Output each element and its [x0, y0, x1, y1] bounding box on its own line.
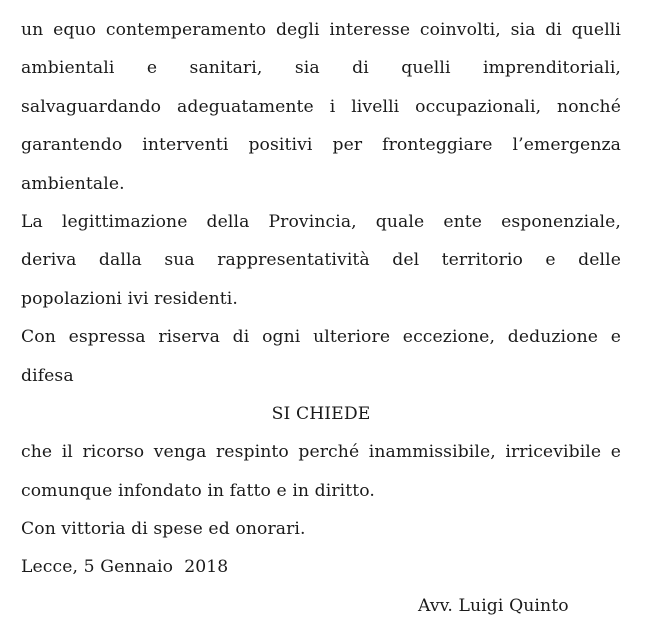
document-page [21, 11, 621, 625]
signature: Avv. Luigi Quinto [418, 595, 569, 616]
body-text-line: ambientali e sanitari, sia di quelli imprenditoriali, [21, 58, 621, 79]
body-text-line: deriva dalla sua rappresentatività del territorio e delle [21, 250, 621, 271]
place-date: Lecce, 5 Gennaio 2018 [21, 557, 229, 578]
body-text-line: La legittimazione della Provincia, quale ente esponenziale, [21, 211, 621, 232]
body-text-line: salvaguardando adeguatamente i livelli occupazionali, nonché [21, 96, 621, 117]
body-text-line: popolazioni ivi residenti. [21, 288, 238, 309]
body-text-line: un equo contemperamento degli interesse coinvolti, sia di quelli [21, 20, 621, 40]
body-text-line: comunque infondato in fatto e in diritto. [21, 480, 375, 501]
body-text-line: ambientale. [21, 173, 125, 194]
section-heading: SI CHIEDE [271, 403, 371, 424]
body-text-line: Con espressa riserva di ogni ulteriore eccezione, deduzione e [21, 327, 621, 348]
body-text-line: che il ricorso venga respinto perché inammissibile, irricevibile e [21, 442, 621, 463]
costs-line: Con vittoria di spese ed onorari. [21, 519, 306, 540]
body-text-line: garantendo interventi positivi per fronteggiare l’emergenza [21, 135, 621, 156]
body-text-line: difesa [21, 365, 74, 386]
